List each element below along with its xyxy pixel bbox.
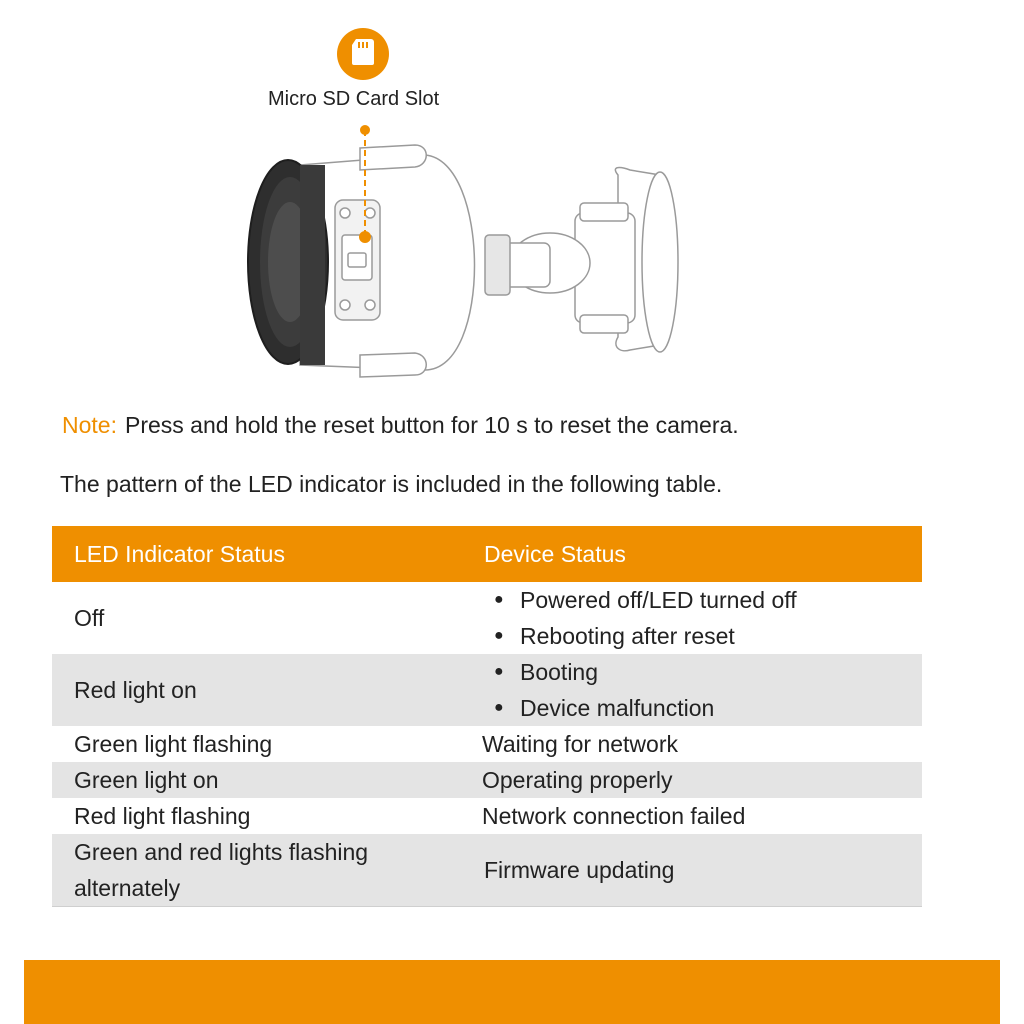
note xyxy=(62,412,739,439)
led-cell: Green light flashing xyxy=(74,731,273,757)
table-row xyxy=(52,582,922,654)
sd-card-badge xyxy=(337,28,389,80)
device-status-list xyxy=(484,654,922,726)
header-led-status: LED Indicator Status xyxy=(52,526,462,582)
table-row xyxy=(52,654,922,726)
list-item: ● Powered off/LED turned off xyxy=(484,582,922,618)
list-item: ● Device malfunction xyxy=(484,690,922,726)
sd-card-icon xyxy=(351,38,375,71)
led-cell: Red light on xyxy=(52,654,462,726)
table-header-row xyxy=(52,526,922,582)
device-status-list xyxy=(484,582,922,654)
list-item: ● Rebooting after reset xyxy=(484,618,922,654)
led-cell: Red light flashing xyxy=(74,803,251,829)
led-status-table xyxy=(52,526,922,907)
header-device-status: Device Status xyxy=(462,526,922,582)
list-item: ● Booting xyxy=(484,654,922,690)
table-row xyxy=(52,726,922,762)
footer-bar xyxy=(24,960,1000,1024)
device-cell: Network connection failed xyxy=(482,803,746,829)
led-cell: Off xyxy=(74,605,105,631)
note-text: Press and hold the reset button for 10 s to reset the camera. xyxy=(124,412,739,438)
note-label: Note: xyxy=(62,412,117,438)
intro-text: The pattern of the LED indicator is included in the following table. xyxy=(60,471,723,497)
device-cell: Firmware updating xyxy=(462,834,922,907)
device-cell: Waiting for network xyxy=(482,731,678,757)
table-row xyxy=(52,798,922,834)
led-cell: Green and red lights flashing alternately xyxy=(52,834,462,907)
table-row xyxy=(52,834,922,907)
table-row xyxy=(52,762,922,798)
sd-slot-label: Micro SD Card Slot xyxy=(268,88,440,110)
camera-illustration xyxy=(230,25,700,385)
led-cell: Green light on xyxy=(52,762,462,798)
device-cell xyxy=(462,582,922,654)
device-cell: Operating properly xyxy=(462,762,922,798)
device-cell xyxy=(462,654,922,726)
